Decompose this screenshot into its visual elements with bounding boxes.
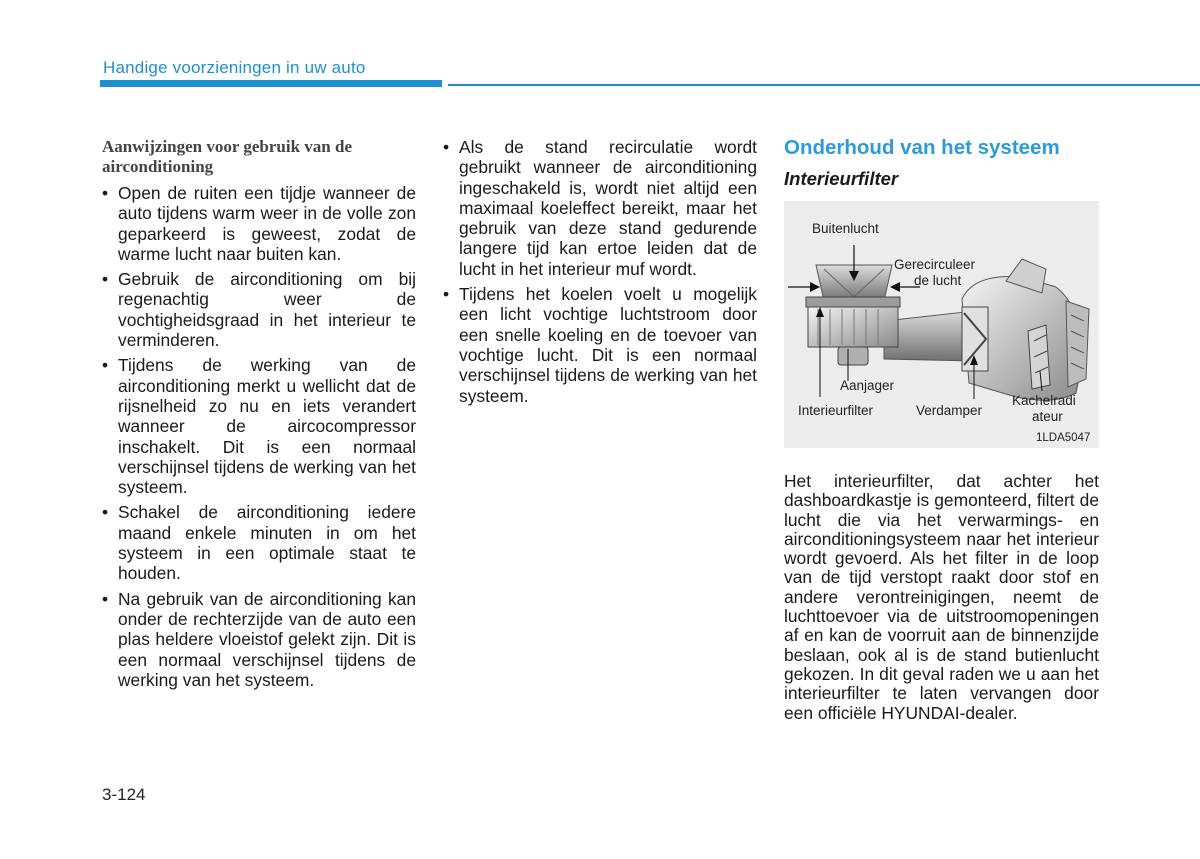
list-item: • Schakel de airconditioning iedere maand enkele minuten in om het systeem in een optimale staat te houden.	[102, 502, 416, 584]
label-recirculated-air-1: Gerecirculeer	[894, 257, 976, 272]
middle-column	[443, 137, 757, 411]
left-column	[102, 137, 416, 695]
running-header: Handige voorzieningen in uw auto	[103, 58, 366, 77]
label-blower: Aanjager	[840, 378, 895, 393]
label-evaporator: Verdamper	[916, 403, 983, 418]
list-item: • Gebruik de airconditioning om bij regenachtig weer de vochtigheidsgraad in het interieur te verminderen.	[102, 269, 416, 351]
subsection-title: Interieurfilter	[784, 168, 899, 189]
list-item: • Als de stand recirculatie wordt gebruikt wanneer de airconditioning ingeschakeld is, wordt niet altijd een maximaal koeleffect bereikt, maar het gebruik van deze stand gedurende langere tijd kan ertoe leiden dat de lucht in het interieur muf wordt.	[443, 137, 757, 279]
tips-heading: Aanwijzingen voor gebruik van de airconditioning	[102, 137, 352, 176]
label-heater-core-2: ateur	[1032, 409, 1063, 424]
section-title: Onderhoud van het systeem	[784, 136, 1060, 159]
header-rule-thin	[448, 84, 1200, 86]
right-column	[784, 136, 1099, 723]
header-rule-thick	[100, 80, 442, 87]
tips-list	[102, 183, 416, 690]
figure-code: 1LDA5047	[1036, 432, 1091, 444]
label-cabin-filter: Interieurfilter	[798, 403, 874, 418]
label-outside-air: Buitenlucht	[812, 221, 879, 236]
label-heater-core-1: Kachelradi	[1012, 393, 1076, 408]
air-filter-diagram	[784, 201, 1099, 448]
page-number: 3-124	[102, 785, 146, 804]
tips-list-continued	[443, 137, 757, 406]
list-item: • Na gebruik van de airconditioning kan onder de rechterzijde van de auto een plas heldere vloeistof gelekt zijn. Dit is een normaal verschijnsel tijdens de werking van het systeem.	[102, 588, 416, 690]
list-item: • Tijdens de werking van de airconditioning merkt u wellicht dat de rijsnelheid zo nu en iets verandert wanneer de aircocompressor inschakelt. Dit is een normaal verschijnsel tijdens de werking van het systeem.	[102, 355, 416, 498]
filter-paragraph: Het interieurfilter, dat achter het dashboardkastje is gemonteerd, filtert de lucht die via het verwarmings- en airconditioningsysteem naar het interieur wordt gevoerd. Als het filter in de loop van de tijd verstopt raakt door stof en andere verontreinigingen, neemt de luchttoevoer via de uitstroomopeningen af en kan de voorruit aan de binnenzijde beslaan, ook al is de stand butienlucht gekozen. In dit geval raden we u aan het interieurfilter te laten vervangen door een officiële HYUNDAI-dealer.	[784, 471, 1099, 723]
list-item: • Tijdens het koelen voelt u mogelijk een licht vochtige luchtstroom door een snelle koeling en de toevoer van vochtige lucht. Dit is een normaal verschijnsel tijdens de werking van het systeem.	[443, 284, 757, 406]
list-item: • Open de ruiten een tijdje wanneer de auto tijdens warm weer in de volle zon geparkeerd is geweest, zodat de warme lucht naar buiten kan.	[102, 183, 416, 264]
label-recirculated-air-2: de lucht	[914, 273, 962, 288]
